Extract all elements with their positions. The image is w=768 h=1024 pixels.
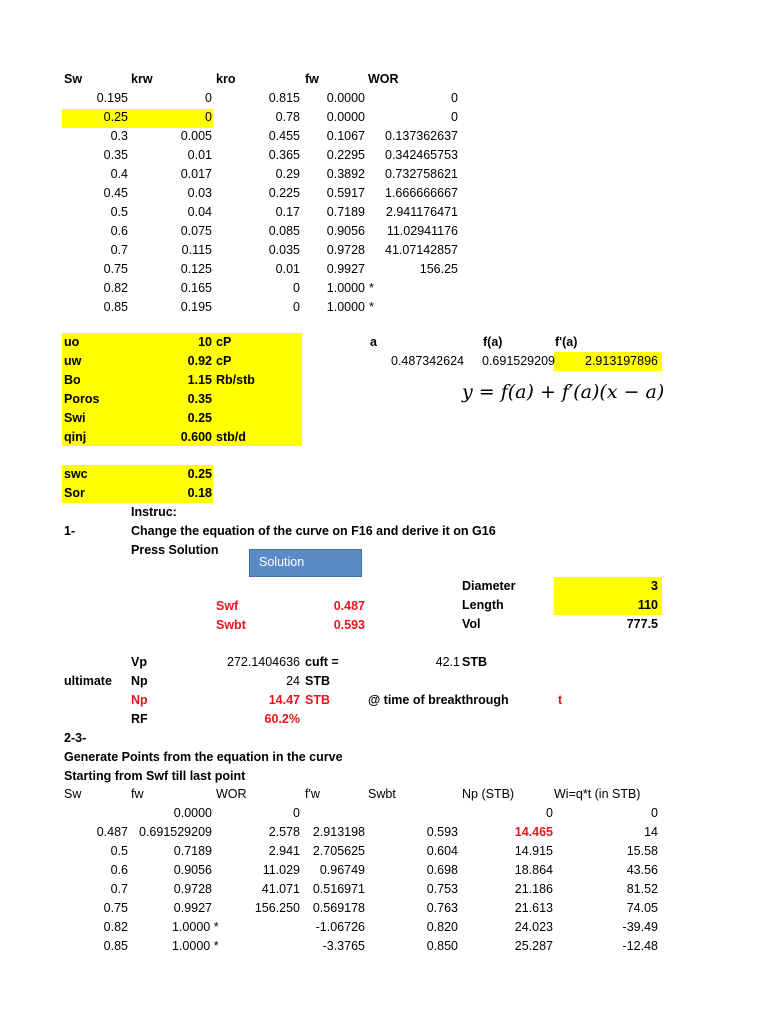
cuft-label: cuft = [305,655,339,669]
t2-cell-fw[interactable]: 1.0000 * [172,939,219,953]
t2-header-swbt: Swbt [368,787,396,801]
t2-header-fw: fw [131,787,144,801]
t2-cell-wor[interactable]: 11.029 [262,863,300,877]
t2-cell-wor[interactable]: 41.071 [261,882,300,896]
t2-cell-wor[interactable]: 2.578 [268,825,300,839]
t1-cell-krw[interactable]: 0 [205,110,212,124]
t1-cell-wor[interactable]: 0 [451,110,458,124]
t1-cell-krw[interactable]: 0.005 [180,129,212,143]
instructions-title: Instruc: [131,505,177,519]
sat-value[interactable]: 0.18 [187,486,212,500]
core-value[interactable]: 110 [637,598,658,612]
press-text: Press Solution [131,543,219,557]
t1-cell-kro[interactable]: 0 [293,281,300,295]
np-label: Np [131,674,148,688]
sat-value[interactable]: 0.25 [187,467,212,481]
t1-cell-wor[interactable]: * [369,281,374,295]
t1-cell-krw[interactable]: 0.075 [180,224,212,238]
t1-cell-sw[interactable]: 0.6 [110,224,128,238]
t1-cell-wor[interactable]: 0.342465753 [385,148,458,162]
t1-cell-wor[interactable]: 0.732758621 [385,167,458,181]
t2-header-np: Np (STB) [462,787,515,801]
param-value[interactable]: 10 [198,335,212,349]
section2-number: 2-3- [64,731,87,745]
t1-cell-fw[interactable]: 0.9728 [326,243,365,257]
t2-cell-swbt[interactable]: 0.698 [426,863,458,877]
t2-cell-sw[interactable]: 0.6 [110,863,128,877]
param-value[interactable]: 0.25 [187,411,212,425]
t1-cell-kro[interactable]: 0.78 [275,110,300,124]
t2-header-sw: Sw [64,787,82,801]
t2-cell-np[interactable]: 14.915 [514,844,553,858]
t2-cell-fw[interactable]: 0.9728 [173,882,212,896]
rf-value: 60.2% [264,712,300,726]
sat-label[interactable]: Sor [64,486,85,500]
t1-cell-sw[interactable]: 0.7 [110,243,128,257]
t1-cell-sw[interactable]: 0.75 [103,262,128,276]
t2-cell-wi[interactable]: 81.52 [626,882,658,896]
t1-cell-sw[interactable]: 0.82 [103,281,128,295]
t1-cell-kro[interactable]: 0.035 [268,243,300,257]
param-unit[interactable]: Rb/stb [216,373,255,387]
t1-cell-fw[interactable]: 0.9927 [326,262,365,276]
t2-cell-swbt[interactable]: 0.850 [426,939,458,953]
t2-cell-fpw[interactable]: 2.913198 [312,825,365,839]
param-value[interactable]: 0.92 [187,354,212,368]
param-label[interactable]: Bo [64,373,81,387]
t1-cell-fw[interactable]: 1.0000 [326,281,365,295]
swbt-value: 0.593 [333,618,365,632]
t1-cell-kro[interactable]: 0.815 [268,91,300,105]
t2-cell-fpw[interactable]: 0.516971 [312,882,365,896]
t1-cell-krw[interactable]: 0.115 [181,243,212,257]
t1-cell-krw[interactable]: 0 [205,91,212,105]
param-value[interactable]: 0.35 [187,392,212,406]
param-unit[interactable]: stb/d [216,430,246,444]
t1-cell-kro[interactable]: 0.085 [268,224,300,238]
t1-cell-sw[interactable]: 0.3 [110,129,128,143]
t1-cell-kro[interactable]: 0.225 [268,186,300,200]
t2-cell-swbt[interactable]: 0.753 [426,882,458,896]
t2-cell-swbt[interactable]: 0.763 [426,901,458,915]
t2-header-fpw: f'w [305,787,320,801]
t2-cell-swbt[interactable]: 0.604 [426,844,458,858]
step-number: 1- [64,524,76,538]
sat-label[interactable]: swc [64,467,88,481]
t2-cell-wi[interactable]: 14 [644,825,658,839]
t1-cell-kro[interactable]: 0.455 [268,129,300,143]
param-label[interactable]: Swi [64,411,86,425]
rf-label: RF [131,712,148,726]
t2-cell-sw[interactable]: 0.7 [110,882,128,896]
tangent-a-label: a [370,335,377,349]
t2-cell-np[interactable]: 14.465 [514,825,553,839]
t2-cell-sw[interactable]: 0.487 [96,825,128,839]
t1-cell-wor[interactable]: 0 [451,91,458,105]
t2-cell-np[interactable]: 21.613 [514,901,553,915]
t1-cell-kro[interactable]: 0.17 [275,205,300,219]
t2-cell-wor[interactable]: 0 [293,806,300,820]
t2-cell-sw[interactable]: 0.5 [110,844,128,858]
t2-cell-sw[interactable]: 0.82 [103,920,128,934]
t2-cell-wor[interactable]: 156.250 [254,901,300,915]
param-label[interactable]: uw [64,354,82,368]
swf-label: Swf [216,599,239,613]
t2-cell-fpw[interactable]: -1.06726 [315,920,365,934]
tangent-fpa-value[interactable]: 2.913197896 [585,354,658,368]
param-value[interactable]: 0.600 [180,430,212,444]
t1-cell-sw[interactable]: 0.85 [103,300,128,314]
t1-cell-krw[interactable]: 0.03 [187,186,212,200]
t2-cell-fw[interactable]: 0.9927 [173,901,212,915]
t1-cell-fw[interactable]: 0.2295 [326,148,365,162]
t2-cell-fw[interactable]: 0.691529209 [139,825,212,839]
np-value: 24 [286,674,300,688]
t1-cell-wor[interactable]: * [369,300,374,314]
param-label[interactable]: Poros [64,392,100,406]
step-text: Change the equation of the curve on F16 and derive it on G16 [131,524,496,538]
vp-value: 272.1404636 [227,655,300,669]
t1-cell-wor[interactable]: 156.25 [419,262,458,276]
t2-cell-wor[interactable]: 2.941 [268,844,300,858]
t2-cell-fw[interactable]: 0.0000 [173,806,212,820]
t2-cell-wi[interactable]: -39.49 [622,920,658,934]
breakthrough-label: @ time of breakthrough [368,693,509,707]
tangent-formula: y = f(a) + f′(a)(x − a) [462,381,665,403]
t2-header-wor: WOR [216,787,247,801]
tangent-a-value: 0.487342624 [391,354,464,368]
t1-cell-fw[interactable]: 0.0000 [326,91,365,105]
t1-cell-wor[interactable]: 41.07142857 [385,243,458,257]
t1-cell-fw[interactable]: 0.9056 [326,224,365,238]
solution-button[interactable]: Solution [249,549,362,577]
t2-cell-wi[interactable]: 0 [651,806,658,820]
t2-cell-wi[interactable]: -12.48 [622,939,658,953]
t1-header-fw: fw [305,72,319,86]
t1-header-sw: Sw [64,72,83,86]
t1-cell-wor[interactable]: 2.941176471 [385,205,458,219]
swbt-label: Swbt [216,618,246,632]
t2-cell-swbt[interactable]: 0.820 [426,920,458,934]
np-bt-label: Np [131,693,148,707]
section2-line1: Generate Points from the equation in the curve [64,750,343,764]
t1-cell-wor[interactable]: 11.02941176 [386,224,458,238]
t1-header-kro: kro [216,72,236,86]
t2-cell-np[interactable]: 25.287 [514,939,553,953]
t1-cell-wor[interactable]: 0.137362637 [385,129,458,143]
t2-cell-np[interactable]: 0 [546,806,553,820]
t1-cell-sw[interactable]: 0.45 [103,186,128,200]
t1-cell-sw[interactable]: 0.4 [110,167,128,181]
t2-cell-sw[interactable]: 0.85 [103,939,128,953]
t1-header-krw: krw [131,72,153,86]
core-label[interactable]: Length [462,598,504,612]
stb-value: 42.1 [435,655,460,669]
t1-cell-krw[interactable]: 0.195 [180,300,212,314]
t1-cell-krw[interactable]: 0.165 [180,281,212,295]
t1-header-wor: WOR [368,72,399,86]
t1-cell-fw[interactable]: 0.0000 [326,110,365,124]
t1-cell-sw[interactable]: 0.5 [110,205,128,219]
ultimate-label: ultimate [64,674,112,688]
t1-cell-sw[interactable]: 0.35 [103,148,128,162]
param-value[interactable]: 1.15 [187,373,212,387]
t2-cell-np[interactable]: 18.864 [514,863,553,877]
stb-unit: STB [462,655,487,669]
tangent-fa-value: 0.691529209 [482,354,555,368]
t1-cell-krw[interactable]: 0.125 [180,262,212,276]
t1-cell-fw[interactable]: 0.1067 [326,129,365,143]
t2-cell-fpw[interactable]: 2.705625 [312,844,365,858]
t2-cell-fw[interactable]: 0.9056 [173,863,212,877]
t1-cell-sw[interactable]: 0.25 [103,110,128,124]
np-bt-value: 14.47 [268,693,300,707]
tangent-fa-label: f(a) [483,335,503,349]
section2-line2: Starting from Swf till last point [64,769,246,783]
t2-cell-wi[interactable]: 74.05 [626,901,658,915]
param-label[interactable]: qinj [64,430,87,444]
t2-cell-np[interactable]: 24.023 [514,920,553,934]
t1-cell-fw[interactable]: 1.0000 [326,300,365,314]
t1-cell-kro[interactable]: 0.365 [268,148,300,162]
swf-value: 0.487 [333,599,365,613]
np-bt-unit: STB [305,693,330,707]
t1-cell-wor[interactable]: 1.666666667 [385,186,458,200]
t2-cell-swbt[interactable]: 0.593 [426,825,458,839]
t1-cell-krw[interactable]: 0.04 [187,205,212,219]
t2-cell-sw[interactable]: 0.75 [103,901,128,915]
t2-cell-wi[interactable]: 15.58 [626,844,658,858]
t1-cell-sw[interactable]: 0.195 [96,91,128,105]
t1-cell-krw[interactable]: 0.017 [180,167,212,181]
param-unit[interactable]: cP [216,354,232,368]
t2-cell-wi[interactable]: 43.56 [626,863,658,877]
t2-header-wi: Wi=q*t (in STB) [554,787,641,801]
vp-label: Vp [131,655,147,669]
t1-cell-krw[interactable]: 0.01 [187,148,212,162]
t2-cell-fw[interactable]: 0.7189 [173,844,212,858]
t1-cell-fw[interactable]: 0.3892 [326,167,365,181]
core-label[interactable]: Vol [462,617,481,631]
t2-cell-fpw[interactable]: 0.569178 [312,901,365,915]
t1-cell-fw[interactable]: 0.5917 [326,186,365,200]
tangent-fpa-label: f'(a) [555,335,578,349]
np-unit: STB [305,674,330,688]
t2-cell-np[interactable]: 21.186 [514,882,553,896]
core-value[interactable]: 777.5 [626,617,658,631]
t1-cell-kro[interactable]: 0 [293,300,300,314]
t-label: t [558,693,563,707]
t2-cell-fpw[interactable]: 0.96749 [319,863,365,877]
t1-cell-fw[interactable]: 0.7189 [326,205,365,219]
param-unit[interactable]: cP [216,335,232,349]
t2-cell-fw[interactable]: 1.0000 * [172,920,219,934]
core-label[interactable]: Diameter [462,579,516,593]
param-label[interactable]: uo [64,335,80,349]
t1-cell-kro[interactable]: 0.29 [275,167,300,181]
core-value[interactable]: 3 [651,579,658,593]
t2-cell-fpw[interactable]: -3.3765 [322,939,365,953]
t1-cell-kro[interactable]: 0.01 [275,262,300,276]
